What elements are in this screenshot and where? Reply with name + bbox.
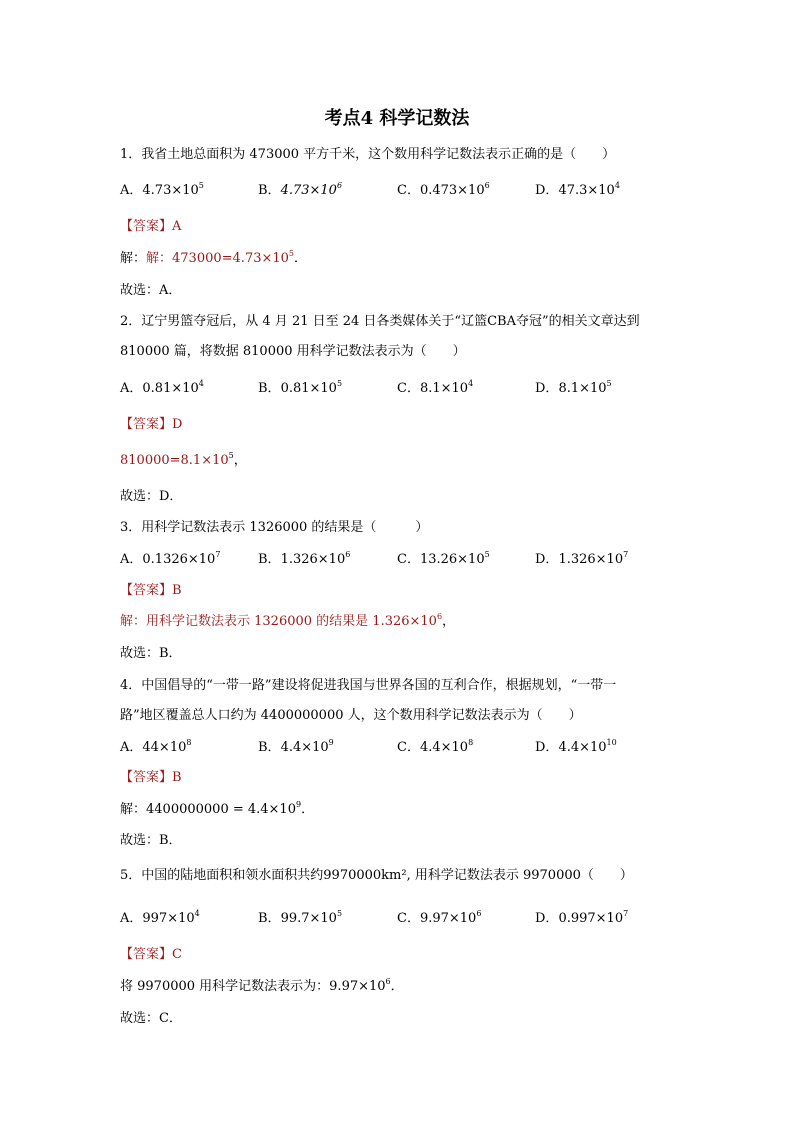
q5-option-d: D．$0.997\times 10^7$: [535, 909, 629, 926]
q5-answer: 【答案】C: [120, 947, 182, 962]
page-title: 考点4 科学记数法: [324, 108, 470, 129]
question-4-stem-line1: 4．中国倡导的“一带一路”建设将促进我国与世界各国的互利合作，根据规划，“一带一: [120, 678, 617, 693]
q5-option-a: A．$997\times 10^4$: [120, 909, 200, 926]
q4-option-a: A．$44\times 10^8$: [120, 738, 192, 755]
q5-option-b: B．$99.7\times 10^5$: [258, 909, 343, 926]
q3-option-c: C．$13.26\times 10^5$: [397, 550, 490, 567]
q1-option-b: B．$4.73\times 10^6$: [258, 181, 343, 198]
q4-option-d: D．$4.4\times 10^{10}$: [535, 738, 617, 755]
q1-option-c: C．$0.473\times 10^6$: [397, 181, 490, 198]
q5-option-c: C．$9.97\times 10^6$: [397, 909, 482, 926]
q4-option-c: C．$4.4\times 10^8$: [397, 738, 474, 755]
q2-answer: 【答案】D: [120, 417, 183, 432]
q3-option-b: B．$1.326\times 10^6$: [258, 550, 351, 567]
q1-option-a: A．$4.73\times 10^5$: [120, 181, 204, 198]
q4-conclusion: 故选：B．: [120, 833, 182, 848]
q2-solution: $810000=8.1\times 10^5$，: [120, 451, 247, 468]
q4-solution: 解：$4400000000 = 4.4\times 10^9$．: [120, 800, 315, 817]
q1-conclusion: 故选：A．: [120, 283, 182, 298]
q3-solution: 解：用科学记数法表示 1326000 的结果是 $1.326\times 10^6$，: [120, 612, 456, 629]
q2-conclusion: 故选：D．: [120, 489, 183, 504]
q3-option-d: D．$1.326\times 10^7$: [535, 550, 629, 567]
question-5-stem: 5．中国的陆地面积和领水面积共约9970000km², 用科学记数法表示 9970000（ ）: [120, 868, 633, 883]
question-3-stem: 3．用科学记数法表示 1326000 的结果是（ ）: [120, 520, 429, 535]
q2-option-a: A．$0.81\times 10^4$: [120, 379, 204, 396]
q4-option-b: B．$4.4\times 10^9$: [258, 738, 334, 755]
q1-answer: 【答案】A: [120, 219, 182, 234]
question-2-stem-line1: 2．辽宁男篮夺冠后，从 4 月 21 日至 24 日各类媒体关于“辽篮CBA夺冠”的相关文章达到: [120, 314, 640, 329]
q2-option-c: C．$8.1\times 10^4$: [397, 379, 474, 396]
q3-answer: 【答案】B: [120, 583, 182, 598]
q4-answer: 【答案】B: [120, 770, 182, 785]
q5-conclusion: 故选：C．: [120, 1011, 182, 1026]
question-4-stem-line2: 路”地区覆盖总人口约为 4400000000 人，这个数用科学记数法表示为（ ）: [120, 708, 582, 723]
q1-option-d: D．$47.3\times 10^4$: [535, 181, 620, 198]
q3-option-a: A．$0.1326\times 10^7$: [120, 550, 221, 567]
q5-solution: 将 9970000 用科学记数法表示为：$9.97\times 10^6$．: [120, 977, 404, 994]
q2-option-b: B．$0.81\times 10^5$: [258, 379, 343, 396]
question-1-stem: 1．我省土地总面积为 473000 平方千米，这个数用科学记数法表示正确的是（ ）: [120, 147, 616, 162]
question-2-stem-line2: 810000 篇，将数据 810000 用科学记数法表示为（ ）: [120, 344, 466, 359]
q2-option-d: D．$8.1\times 10^5$: [535, 379, 612, 396]
q1-solution: 解：解：$473000=4.73\times 10^5$．: [120, 249, 308, 266]
q3-conclusion: 故选：B．: [120, 646, 182, 661]
